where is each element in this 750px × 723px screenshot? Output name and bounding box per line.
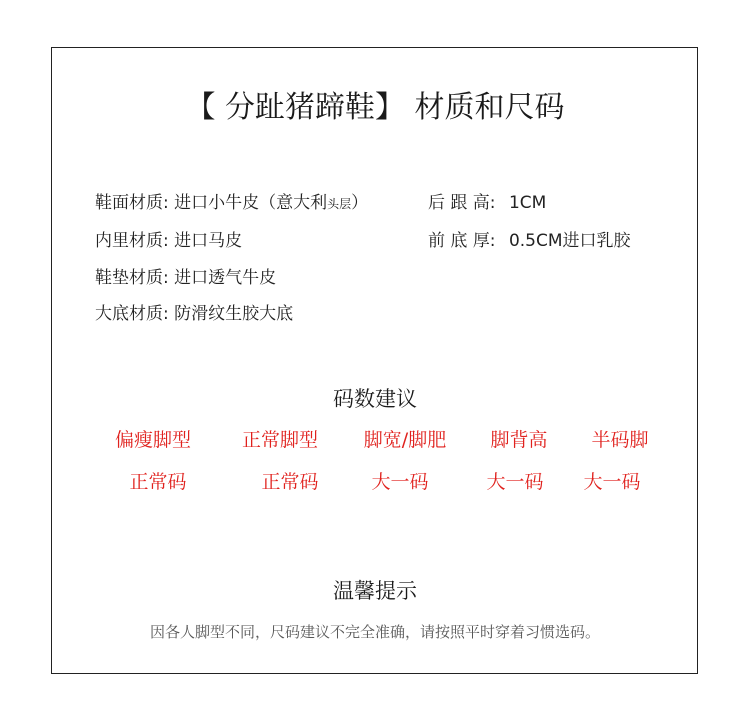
spec-insole-label: 鞋垫材质: — [95, 268, 169, 288]
size-recommendation-4: 大一码 — [486, 471, 544, 493]
tip-title: 温馨提示 — [333, 579, 417, 603]
foot-type-2: 正常脚型 — [241, 429, 318, 451]
foot-type-5: 半码脚 — [591, 429, 649, 451]
size-advice-title: 码数建议 — [333, 387, 417, 411]
spec-lining-label: 内里材质: — [95, 231, 169, 251]
size-recommendation-5: 大一码 — [583, 471, 641, 493]
spec-lining-value: 进口马皮 — [174, 231, 243, 251]
spec-upper — [95, 192, 368, 215]
spec-outsole — [95, 303, 293, 325]
spec-lining — [95, 230, 242, 252]
spec-outsole-value: 防滑纹生胶大底 — [174, 304, 294, 324]
spec-heel-label: 后 跟 高: — [428, 193, 496, 213]
spec-outsole-label: 大底材质: — [95, 304, 169, 324]
size-recommendation-1: 正常码 — [129, 471, 187, 493]
spec-insole-value: 进口透气牛皮 — [174, 268, 277, 288]
spec-sole-value: 0.5CM进口乳胶 — [508, 231, 631, 251]
size-recommendation-2: 正常码 — [261, 471, 319, 493]
foot-type-3: 脚宽/脚肥 — [363, 429, 447, 451]
spec-sole-label: 前 底 厚: — [428, 231, 496, 251]
spec-upper-value-close: ） — [351, 193, 369, 213]
tip-text: 因各人脚型不同，尺码建议不完全准确，请按照平时穿着习惯选码。 — [149, 623, 600, 641]
size-recommendation-3: 大一码 — [371, 471, 429, 493]
spec-heel — [428, 192, 546, 214]
spec-heel-value: 1CM — [508, 193, 547, 213]
spec-sole — [428, 230, 631, 252]
foot-type-4: 脚背高 — [490, 429, 548, 451]
spec-upper-value: 进口小牛皮（意大利 — [174, 193, 328, 213]
page-title: 【 分趾猪蹄鞋】 材质和尺码 — [185, 90, 565, 125]
spec-upper-value-small: 头层 — [327, 197, 352, 211]
spec-insole — [95, 267, 276, 289]
foot-type-1: 偏瘦脚型 — [114, 429, 191, 451]
spec-upper-label: 鞋面材质: — [95, 193, 169, 213]
